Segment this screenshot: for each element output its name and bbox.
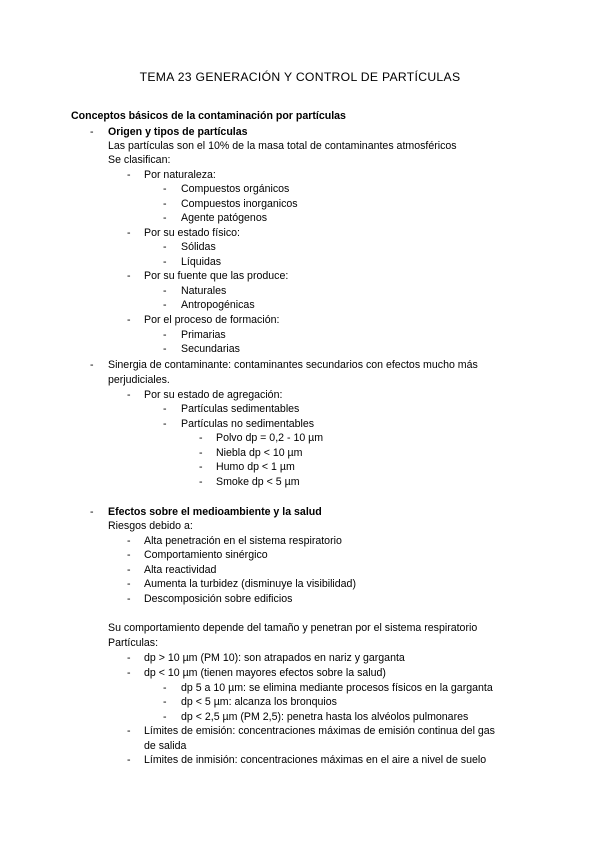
list-item: Por naturaleza: [144, 169, 216, 181]
paragraph: Partículas: [108, 637, 159, 649]
list-dash: - [163, 418, 167, 430]
list-dash: - [127, 549, 131, 561]
list-item: dp < 5 µm: alcanza los bronquios [181, 696, 337, 708]
list-item: dp < 10 µm (tienen mayores efectos sobre la salud) [144, 667, 386, 679]
list-dash: - [199, 432, 203, 444]
list-dash: - [127, 389, 131, 401]
subsection-heading: Origen y tipos de partículas [108, 126, 248, 138]
list-dash: - [199, 447, 203, 459]
list-item: Por su estado físico: [144, 227, 240, 239]
list-item: Por el proceso de formación: [144, 314, 280, 326]
list-item: dp < 2,5 µm (PM 2,5): penetra hasta los alvéolos pulmonares [181, 711, 469, 723]
page-title: TEMA 23 GENERACIÓN Y CONTROL DE PARTÍCULAS [139, 70, 461, 84]
list-dash: - [163, 212, 167, 224]
list-item: Sólidas [181, 241, 216, 253]
list-item: Alta penetración en el sistema respiratorio [144, 535, 342, 547]
list-dash: - [163, 711, 167, 723]
section-heading: Conceptos básicos de la contaminación por partículas [71, 110, 346, 122]
list-dash: - [163, 343, 167, 355]
list-item: Límites de emisión: concentraciones máximas de emisión continua del gas [144, 725, 495, 737]
list-dash: - [127, 725, 131, 737]
list-dash: - [90, 126, 94, 138]
list-item: Agente patógenos [181, 212, 268, 224]
list-item: Smoke dp < 5 µm [216, 476, 300, 488]
paragraph: Las partículas son el 10% de la masa total de contaminantes atmosféricos [108, 140, 457, 152]
list-item: dp > 10 µm (PM 10): son atrapados en nariz y garganta [144, 652, 405, 664]
list-item: Compuestos inorganicos [181, 198, 298, 210]
list-dash: - [163, 256, 167, 268]
list-item: Primarias [181, 329, 226, 341]
list-dash: - [127, 593, 131, 605]
list-item: Alta reactividad [144, 564, 217, 576]
list-item: Por su estado de agregación: [144, 389, 283, 401]
list-dash: - [163, 682, 167, 694]
list-item: Sinergia de contaminante: contaminantes secundarios con efectos mucho más [108, 359, 478, 371]
list-dash: - [163, 299, 167, 311]
list-item: Por su fuente que las produce: [144, 270, 289, 282]
list-dash: - [199, 461, 203, 473]
list-item: Compuestos orgánicos [181, 183, 290, 195]
list-dash: - [163, 241, 167, 253]
list-item: Antropogénicas [181, 299, 255, 311]
list-dash: - [127, 578, 131, 590]
list-dash: - [163, 285, 167, 297]
list-item: Descomposición sobre edificios [144, 593, 293, 605]
list-dash: - [163, 183, 167, 195]
list-dash: - [127, 652, 131, 664]
paragraph: Su comportamiento depende del tamaño y penetran por el sistema respiratorio [108, 622, 478, 634]
list-item: Partículas sedimentables [181, 403, 300, 415]
list-dash: - [127, 227, 131, 239]
list-dash: - [127, 564, 131, 576]
list-item: Partículas no sedimentables [181, 418, 315, 430]
list-dash: - [127, 754, 131, 766]
list-dash: - [127, 270, 131, 282]
list-dash: - [163, 403, 167, 415]
list-item: Niebla dp < 10 µm [216, 447, 303, 459]
list-dash: - [90, 359, 94, 371]
list-dash: - [127, 169, 131, 181]
list-dash: - [127, 535, 131, 547]
list-dash: - [127, 314, 131, 326]
list-item-continuation: de salida [144, 740, 187, 752]
list-item: Líquidas [181, 256, 222, 268]
subsection-heading: Efectos sobre el medioambiente y la salud [108, 506, 322, 518]
list-dash: - [163, 696, 167, 708]
list-item: Comportamiento sinérgico [144, 549, 268, 561]
list-dash: - [163, 329, 167, 341]
list-item-continuation: perjudiciales. [108, 374, 170, 386]
list-item: Polvo dp = 0,2 - 10 µm [216, 432, 324, 444]
list-dash: - [90, 506, 94, 518]
paragraph: Riesgos debido a: [108, 520, 193, 532]
list-item: Naturales [181, 285, 227, 297]
list-item: Aumenta la turbidez (disminuye la visibilidad) [144, 578, 356, 590]
list-dash: - [127, 667, 131, 679]
list-item: Límites de inmisión: concentraciones máximas en el aire a nivel de suelo [144, 754, 487, 766]
list-dash: - [163, 198, 167, 210]
list-item: dp 5 a 10 µm: se elimina mediante procesos físicos en la garganta [181, 682, 493, 694]
list-dash: - [199, 476, 203, 488]
list-item: Humo dp < 1 µm [216, 461, 295, 473]
list-item: Secundarias [181, 343, 240, 355]
paragraph: Se clasifican: [108, 154, 171, 166]
